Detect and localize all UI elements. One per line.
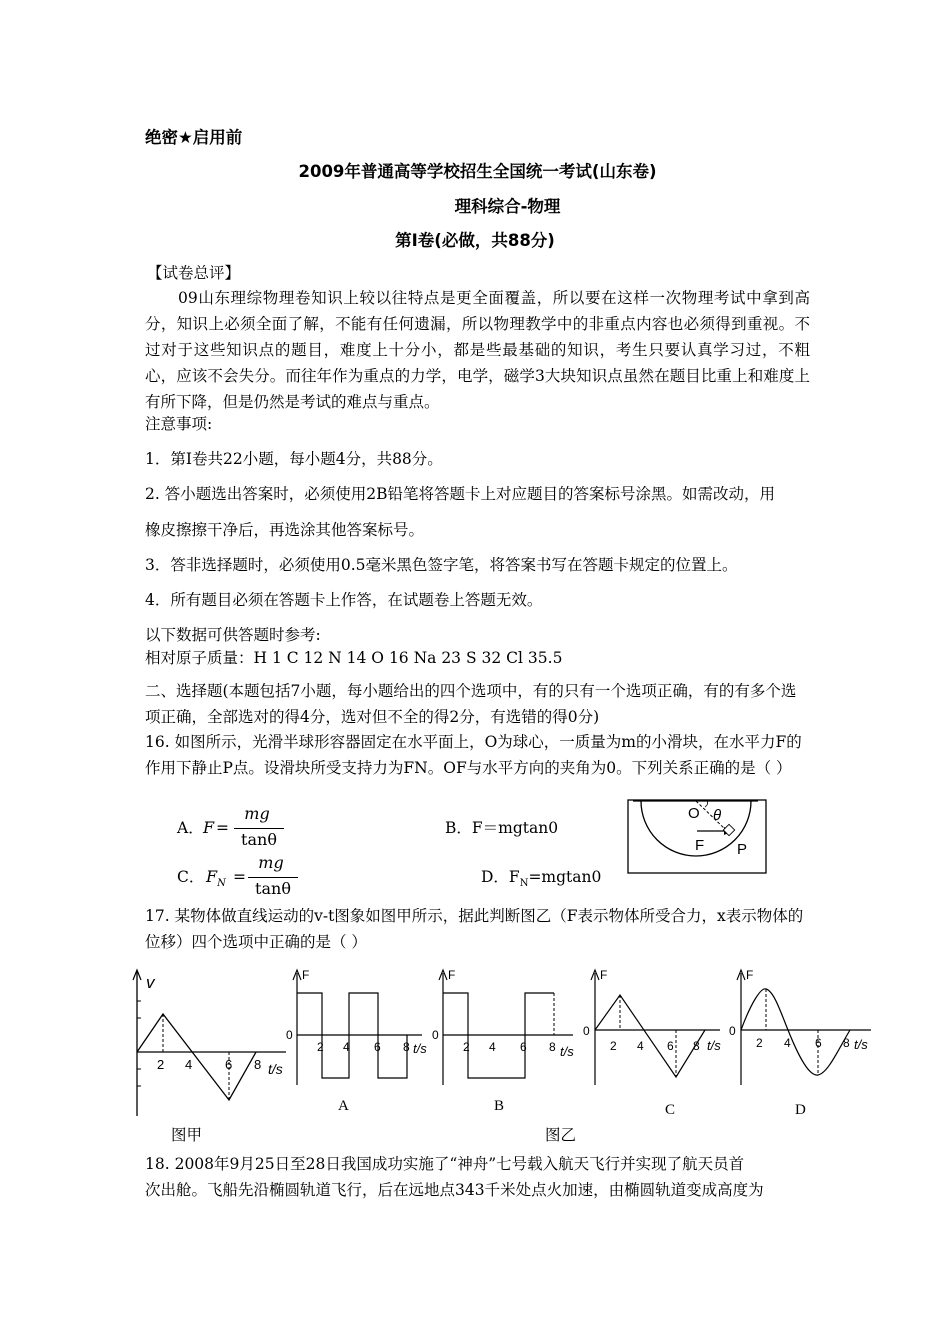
graph-c-label: C <box>665 1102 676 1118</box>
tick-label: 8 <box>254 1057 262 1072</box>
q16-hemisphere-figure <box>625 798 770 876</box>
figure-jia-caption: 图甲 <box>171 1126 203 1144</box>
q16-option-a-lhs: F <box>203 818 215 837</box>
figure-yi-caption: 图乙 <box>545 1126 577 1144</box>
fraction-bar <box>234 828 284 829</box>
tick-label: 4 <box>343 1040 350 1054</box>
q16-option-c-equals: = <box>233 868 246 886</box>
center-o-label: O <box>688 805 700 822</box>
graph-a-label: A <box>338 1098 349 1114</box>
tick-label: 4 <box>489 1040 496 1054</box>
q16-option-c-numerator: mg <box>258 853 284 872</box>
q16-option-a-equals: = <box>216 819 229 837</box>
q16-option-d: D．$F_N=mgtan0$ <box>481 868 602 890</box>
zero-label: 0 <box>286 1028 293 1042</box>
q16-option-c-lhs: $F_N$ <box>206 867 226 890</box>
q16-option-a-denominator: tanθ <box>241 830 277 849</box>
tick-label: 8 <box>843 1036 850 1050</box>
notice-heading: 注意事项: <box>145 415 213 433</box>
zero-label: 0 <box>583 1024 590 1038</box>
graph-b <box>428 965 578 1090</box>
q18-line-1: 18. 2008年9月25日至28日我国成功实施了“神舟”七号载入航天飞行并实现了航天员首 <box>145 1155 745 1173</box>
t-axis-label: t/s <box>268 1061 283 1077</box>
zero-label: 0 <box>729 1024 736 1038</box>
tick-label: 8 <box>693 1039 700 1053</box>
tick-label: 6 <box>520 1040 527 1054</box>
tick-label: 8 <box>403 1040 410 1054</box>
tick-label: 6 <box>667 1039 674 1053</box>
q17-stem: 17. 某物体做直线运动的v-t图象如图甲所示，据此判断图乙（F表示物体所受合力，x表示物体的位移）四个选项中正确的是（ ） <box>145 907 804 951</box>
theta-label: θ <box>713 807 722 824</box>
tick-label: 2 <box>463 1040 470 1054</box>
graph-d-label: D <box>795 1102 806 1118</box>
tick-label: 2 <box>157 1057 165 1072</box>
zero-label: 0 <box>432 1028 439 1042</box>
t-axis-label: t/s <box>854 1037 868 1052</box>
notice-item-3: 3．答非选择题时，必须使用0.5毫米黑色签字笔，将答案书写在答题卡规定的位置上。 <box>145 556 738 574</box>
section-2-intro: 二、选择题(本题包括7小题，每小题给出的四个选项中，有的只有一个选项正确，有的有多个选项正确，全部选对的得4分，选对但不全的得2分，有选错的得0分) <box>145 682 797 726</box>
force-f-label: F <box>695 837 705 854</box>
notice-item-2-cont: 橡皮擦擦干净后，再选涂其他答案标号。 <box>145 521 425 539</box>
fraction-bar <box>248 877 298 878</box>
exam-title: 2009年普通高等学校招生全国统一考试(山东卷) <box>298 162 657 181</box>
q16-option-c-label: C． <box>177 868 205 886</box>
graph-b-label: B <box>494 1098 505 1114</box>
tick-label: 2 <box>317 1040 324 1054</box>
graph-a <box>282 965 432 1090</box>
t-axis-label: t/s <box>413 1041 427 1056</box>
tick-label: 4 <box>637 1039 644 1053</box>
v-t-graph <box>126 966 291 1118</box>
q16-option-c-denominator: tanθ <box>255 879 291 898</box>
tick-label: 6 <box>225 1057 233 1072</box>
tick-label: 6 <box>374 1040 381 1054</box>
f-axis-label: F <box>302 968 310 982</box>
q16-stem: 16. 如图所示，光滑半球形容器固定在水平面上，O为球心，一质量为m的小滑块，在水平力F的作用下静止P点。设滑块所受支持力为FN。OF与水平方向的夹角为0。下列关系正确的是（ ） <box>145 733 802 777</box>
reference-line-2: 相对原子质量：H 1 C 12 N 14 O 16 Na 23 S 32 Cl 35.5 <box>145 649 563 667</box>
t-axis-label: t/s <box>560 1044 574 1059</box>
f-axis-label: F <box>600 968 608 982</box>
tick-label: 2 <box>756 1036 763 1050</box>
t-axis-label: t/s <box>707 1038 721 1053</box>
point-p-label: P <box>737 841 748 858</box>
reference-line-1: 以下数据可供答题时参考: <box>145 626 321 644</box>
section-title: 第Ⅰ卷(必做，共88分) <box>395 231 555 250</box>
graph-d <box>726 965 876 1090</box>
confidential-mark: 绝密★启用前 <box>145 128 243 147</box>
q16-option-b: B．F＝mgtan0 <box>445 819 559 837</box>
f-axis-label: F <box>448 968 456 982</box>
tick-label: 6 <box>815 1036 822 1050</box>
graph-c <box>580 965 730 1090</box>
tick-label: 4 <box>784 1036 791 1050</box>
notice-item-2: 2. 答小题选出答案时，必须使用2B铅笔将答题卡上对应题目的答案标号涂黑。如需改动，用 <box>145 485 775 503</box>
tick-label: 2 <box>610 1039 617 1053</box>
tick-label: 8 <box>549 1040 556 1054</box>
review-heading: 【试卷总评】 <box>147 264 241 282</box>
notice-item-4: 4．所有题目必须在答题卡上作答，在试题卷上答题无效。 <box>145 591 543 609</box>
f-axis-label: F <box>746 968 754 982</box>
v-axis-label: v <box>146 973 155 992</box>
review-body: 09山东理综物理卷知识上较以往特点是更全面覆盖，所以要在这样一次物理考试中拿到高分，知识上必须全面了解，不能有任何遗漏，所以物理教学中的非重点内容也必须得到重视。不过对于这些知识点的题目，难度上十分小，都是些最基础的知识，考生只要认真学习过，不粗心，应该不会失分。而往年作为重点的力学，电学，磁学3大块知识点虽然在题目比重上和难度上有所下降，但是仍然是考试的难点与重点。 <box>145 289 810 411</box>
q16-option-a-label: A． <box>177 819 204 837</box>
exam-subtitle: 理科综合-物理 <box>454 197 561 216</box>
notice-item-1: 1．第I卷共22小题，每小题4分，共88分。 <box>145 450 443 468</box>
q16-option-a-numerator: mg <box>244 804 270 823</box>
q18-line-2: 次出舱。飞船先沿椭圆轨道飞行，后在远地点343千米处点火加速，由椭圆轨道变成高度为 <box>145 1181 764 1199</box>
tick-label: 4 <box>185 1057 193 1072</box>
